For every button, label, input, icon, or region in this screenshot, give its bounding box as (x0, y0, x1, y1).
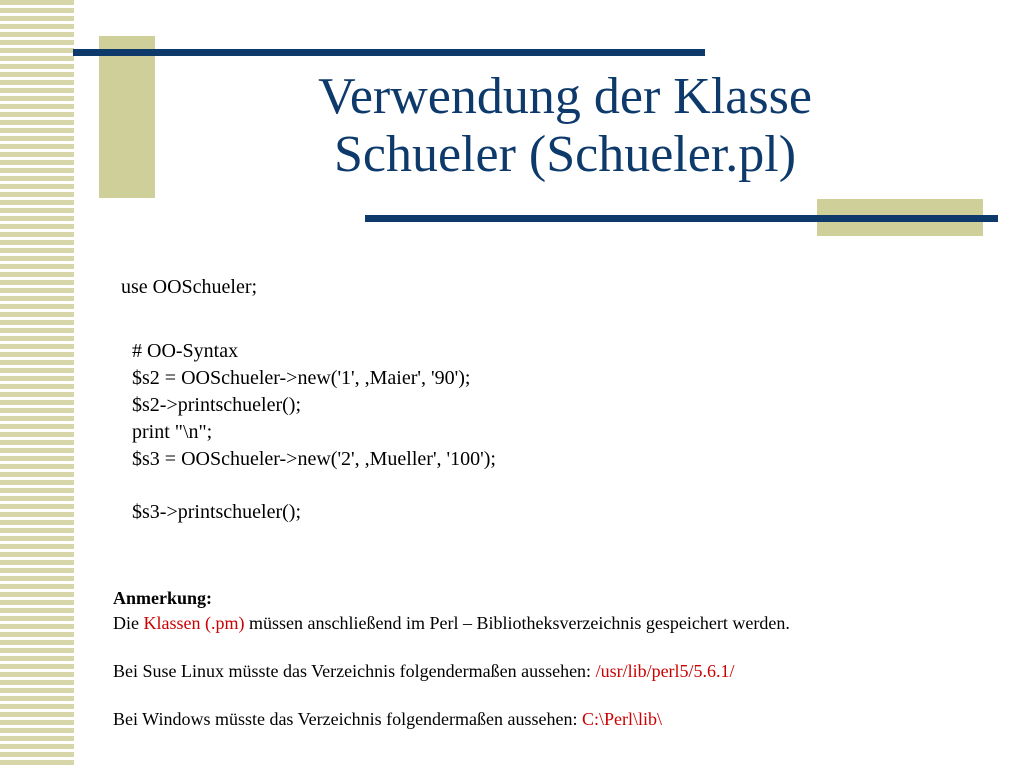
code-line: print "\n"; (132, 421, 213, 443)
note-linux-path: /usr/lib/perl5/5.6.1/ (595, 661, 735, 681)
note-line1-prefix: Die (113, 613, 144, 633)
slide-title (180, 68, 950, 184)
note-line-classes (113, 611, 790, 636)
note-heading: Anmerkung: (113, 588, 213, 608)
note-line-linux (113, 659, 790, 684)
note-line3-text: Bei Windows müsste das Verzeichnis folgendermaßen aussehen: (113, 709, 583, 729)
code-line-last: $s3->printschueler(); (132, 501, 302, 523)
note-section (113, 586, 790, 732)
title-rule-bottom (365, 215, 998, 222)
code-line: # OO-Syntax (132, 340, 239, 362)
note-line1-highlight: Klassen (.pm) (143, 613, 245, 633)
note-line2-text: Bei Suse Linux müsste das Verzeichnis folgendermaßen aussehen: (113, 661, 596, 681)
code-line: $s2 = OOSchueler->new('1', ,Maier', '90'); (132, 367, 471, 389)
note-windows-path: C:\Perl\lib\ (582, 709, 663, 729)
decorative-stripes (0, 0, 74, 768)
code-line: $s2->printschueler(); (132, 394, 302, 416)
use-statement: use OOSchueler; (121, 276, 258, 298)
note-line1-suffix: müssen anschließend im Perl – Bibliotheksverzeichnis gespeichert werden. (244, 613, 790, 633)
code-line: $s3 = OOSchueler->new('2', ,Mueller', '100'); (132, 448, 496, 470)
code-block (132, 338, 496, 473)
slide-title-line-1: Verwendung der Klasse (318, 68, 812, 125)
slide-title-line-2: Schueler (Schueler.pl) (333, 126, 797, 183)
decorative-block-top (99, 36, 155, 198)
note-line-windows (113, 707, 790, 732)
title-rule-top (73, 49, 705, 56)
